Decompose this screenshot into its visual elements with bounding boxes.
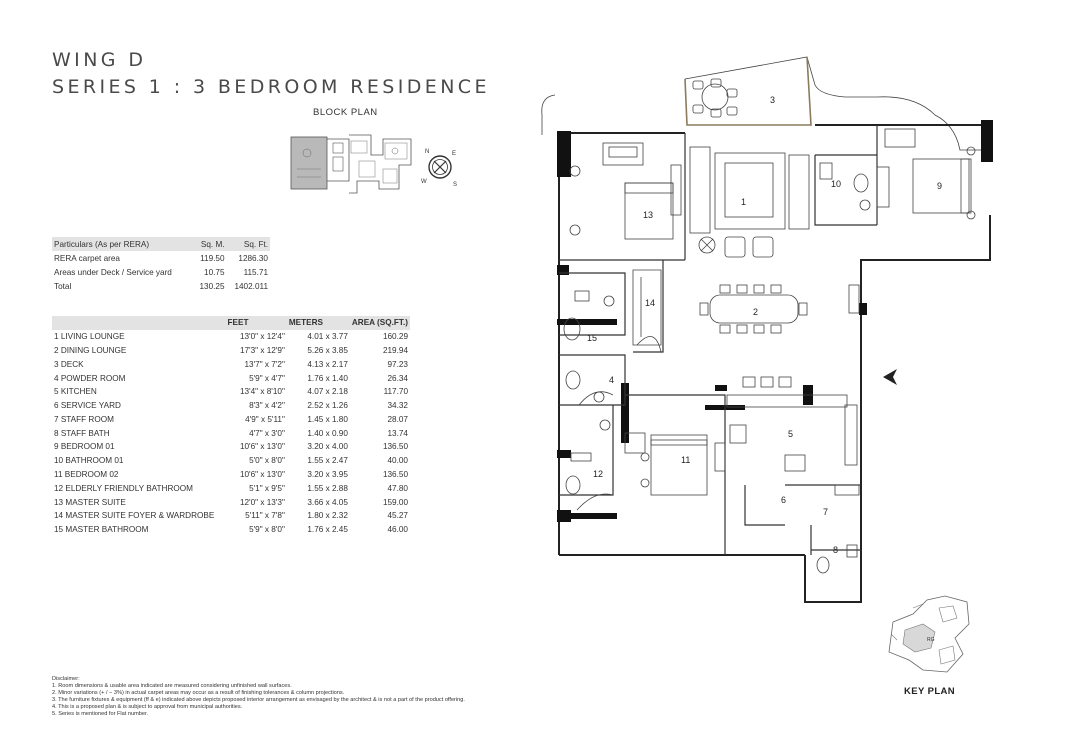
rera-cell: 1286.30 [238, 253, 268, 263]
room-value-cell: 46.00 [387, 525, 408, 535]
kitchen-counter [727, 377, 857, 471]
table-row [52, 251, 270, 265]
rera-cell: Total [54, 281, 72, 291]
room-label-5: 5 [788, 429, 794, 439]
series-title: SERIES 1 : 3 BEDROOM RESIDENCE [52, 76, 490, 98]
table-row [52, 495, 410, 509]
compass-icon [418, 145, 462, 189]
disclaimer [52, 676, 465, 718]
disclaimer-title: Disclaimer: [52, 676, 80, 682]
room-label-4: 4 [609, 375, 615, 385]
block-plan-image [287, 125, 415, 203]
room-value-cell: 1.76 x 1.40 [307, 373, 348, 383]
bedroom-01-bed-icon [877, 129, 975, 219]
room-label-11: 11 [681, 455, 691, 465]
room-value-cell: 117.70 [383, 387, 408, 397]
table-row [52, 265, 270, 279]
disclaimer-line: 3. The furniture fixtures & equipment (ff & e) indicated above depicts proposed interior arrangement as envisaged by the architect & is not a part of the product offering. [52, 697, 465, 703]
room-name-cell: 7 STAFF ROOM [54, 414, 114, 424]
table-row [52, 523, 410, 537]
room-label-12: 12 [593, 469, 604, 479]
table-row [52, 412, 410, 426]
rera-header-particulars: Particulars (As per RERA) [52, 237, 193, 251]
key-plan-marker: RG [927, 637, 935, 643]
room-dimensions-table [52, 316, 410, 537]
room-value-cell: 219.94 [382, 345, 408, 355]
room-value-cell: 8'3" x 4'2" [249, 401, 285, 411]
room-name-cell: 2 DINING LOUNGE [54, 345, 127, 355]
rera-header-sqft: Sq. Ft. [227, 237, 270, 251]
room-value-cell: 1.55 x 2.47 [307, 456, 348, 466]
room-name-cell: 14 MASTER SUITE FOYER & WARDROBE [54, 511, 215, 521]
room-label-13: 13 [643, 210, 654, 220]
room-label-15: 15 [587, 333, 598, 343]
room-value-cell: 13'7" x 7'2" [244, 359, 285, 369]
room-label-2: 2 [753, 307, 759, 317]
room-value-cell: 45.27 [387, 511, 408, 521]
room-name-cell: 4 POWDER ROOM [54, 373, 126, 383]
disclaimer-line: 4. This is a proposed plan & is subject to approval from municipal authorities. [52, 704, 243, 710]
room-value-cell: 12'0" x 13'3" [239, 497, 285, 507]
room-value-cell: 136.50 [382, 442, 408, 452]
room-value-cell: 97.23 [387, 359, 408, 369]
room-name-cell: 9 BEDROOM 01 [54, 442, 115, 452]
compass-west: W [421, 179, 427, 185]
room-name-cell: 1 LIVING LOUNGE [54, 332, 125, 342]
room-value-cell: 1.45 x 1.80 [307, 414, 348, 424]
table-row [52, 371, 410, 385]
table-row [52, 279, 270, 293]
room-name-cell: 15 MASTER BATHROOM [54, 525, 149, 535]
rera-cell: Areas under Deck / Service yard [54, 267, 172, 277]
room-name-cell: 10 BATHROOM 01 [54, 456, 124, 466]
master-bathroom-fixtures [564, 270, 661, 352]
rooms-header-room [52, 316, 226, 330]
room-value-cell: 10'6" x 13'0" [239, 442, 285, 452]
room-value-cell: 28.07 [387, 414, 408, 424]
room-name-cell: 12 ELDERLY FRIENDLY BATHROOM [54, 483, 193, 493]
dining-table-icon [700, 285, 859, 333]
table-row [52, 440, 410, 454]
room-value-cell: 3.20 x 4.00 [307, 442, 348, 452]
disclaimer-line: 5. Series is mentioned for Flat number. [52, 711, 149, 717]
compass-north: N [425, 149, 430, 155]
rera-header-sqm: Sq. M. [193, 237, 227, 251]
room-label-1: 1 [741, 197, 747, 207]
room-value-cell: 4'9" x 5'11" [245, 414, 285, 424]
rooms-header-meters: METERS [287, 316, 350, 330]
compass-south: S [453, 182, 458, 188]
room-label-7: 7 [823, 507, 829, 517]
table-row [52, 509, 410, 523]
rera-cell: 119.50 [200, 253, 225, 263]
room-label-9: 9 [937, 181, 943, 191]
exterior-walls [559, 125, 990, 602]
wall-blocks [557, 120, 993, 522]
room-value-cell: 34.32 [387, 401, 408, 411]
room-value-cell: 4.07 x 2.18 [307, 387, 348, 397]
room-value-cell: 13'4" x 8'10" [239, 387, 285, 397]
room-value-cell: 2.52 x 1.26 [307, 401, 348, 411]
key-plan-image [883, 594, 973, 676]
rera-cell: 115.71 [243, 267, 268, 277]
rooms-header-row [52, 316, 410, 330]
room-value-cell: 17'3" x 12'9" [239, 345, 285, 355]
room-label-6: 6 [781, 495, 787, 505]
bathroom-01-fixtures [820, 163, 870, 210]
room-value-cell: 1.80 x 2.32 [307, 511, 348, 521]
room-value-cell: 4.01 x 3.77 [307, 332, 348, 342]
disclaimer-line: 2. Minor variations (+ / − 3%) in actual carpet areas may occur as a result of finishing tolerances & column projections. [52, 690, 345, 696]
table-row [52, 385, 410, 399]
rooms-header-feet: FEET [226, 316, 287, 330]
room-value-cell: 1.55 x 2.88 [307, 483, 348, 493]
room-value-cell: 5'0" x 8'0" [249, 456, 285, 466]
room-name-cell: 11 BEDROOM 02 [54, 469, 119, 479]
room-value-cell: 160.29 [382, 332, 408, 342]
room-label-14: 14 [645, 298, 656, 308]
table-row [52, 426, 410, 440]
room-value-cell: 5'9" x 4'7" [249, 373, 285, 383]
compass-east: E [452, 151, 457, 157]
deck-table-icon [693, 79, 737, 117]
room-value-cell: 1.40 x 0.90 [307, 428, 348, 438]
table-row [52, 468, 410, 482]
room-value-cell: 5'9" x 8'0" [249, 525, 285, 535]
table-row [52, 481, 410, 495]
room-value-cell: 5'11" x 7'8" [245, 511, 285, 521]
wing-title: WING D [52, 49, 147, 71]
rera-cell: RERA carpet area [54, 253, 120, 263]
rera-header-row [52, 237, 270, 251]
room-label-10: 10 [831, 179, 842, 189]
room-name-cell: 3 DECK [54, 359, 84, 369]
deck-outline [685, 57, 990, 150]
table-row [52, 454, 410, 468]
room-label-3: 3 [770, 95, 776, 105]
rera-cell: 1402.011 [234, 281, 268, 291]
room-name-cell: 8 STAFF BATH [54, 428, 110, 438]
room-value-cell: 3.66 x 4.05 [307, 497, 348, 507]
room-value-cell: 13.74 [387, 428, 408, 438]
room-name-cell: 13 MASTER SUITE [54, 497, 126, 507]
table-row [52, 357, 410, 371]
table-row [52, 344, 410, 358]
living-lounge-furniture [690, 147, 809, 257]
entrance-arrow-icon [883, 369, 897, 385]
table-row [52, 330, 410, 344]
bedroom-02-bed-icon [625, 433, 725, 495]
floor-plan [515, 55, 995, 615]
room-value-cell: 5'1" x 9'5" [249, 483, 285, 493]
interior-walls [559, 125, 877, 555]
room-value-cell: 4.13 x 2.17 [307, 359, 348, 369]
room-value-cell: 26.34 [387, 373, 408, 383]
room-value-cell: 1.76 x 2.45 [307, 525, 348, 535]
room-value-cell: 159.00 [382, 497, 408, 507]
room-value-cell: 3.20 x 3.95 [307, 469, 348, 479]
room-label-8: 8 [833, 545, 839, 555]
balcony-outline [542, 95, 555, 135]
rera-cell: 10.75 [204, 267, 225, 277]
disclaimer-line: 1. Room dimensions & usable area indicated are measured considering unfinished wall surfaces. [52, 683, 292, 689]
room-value-cell: 13'0" x 12'4" [239, 332, 285, 342]
key-plan-label: KEY PLAN [904, 686, 956, 697]
master-bed-icon [570, 143, 681, 239]
elderly-bathroom-fixtures [566, 420, 613, 510]
room-value-cell: 5.26 x 3.85 [307, 345, 348, 355]
room-name-cell: 6 SERVICE YARD [54, 401, 121, 411]
table-row [52, 399, 410, 413]
rera-area-table [52, 237, 270, 293]
room-value-cell: 40.00 [387, 456, 408, 466]
room-value-cell: 136.50 [382, 469, 408, 479]
room-name-cell: 5 KITCHEN [54, 387, 97, 397]
room-value-cell: 47.80 [387, 483, 408, 493]
block-plan-label: BLOCK PLAN [313, 107, 378, 118]
powder-room-fixtures [566, 371, 613, 405]
room-value-cell: 4'7" x 3'0" [249, 428, 285, 438]
rooms-header-area: AREA (SQ.FT.) [350, 316, 410, 330]
rera-cell: 130.25 [199, 281, 225, 291]
staff-bath-fixtures [817, 485, 859, 573]
room-value-cell: 10'6" x 13'0" [239, 469, 285, 479]
